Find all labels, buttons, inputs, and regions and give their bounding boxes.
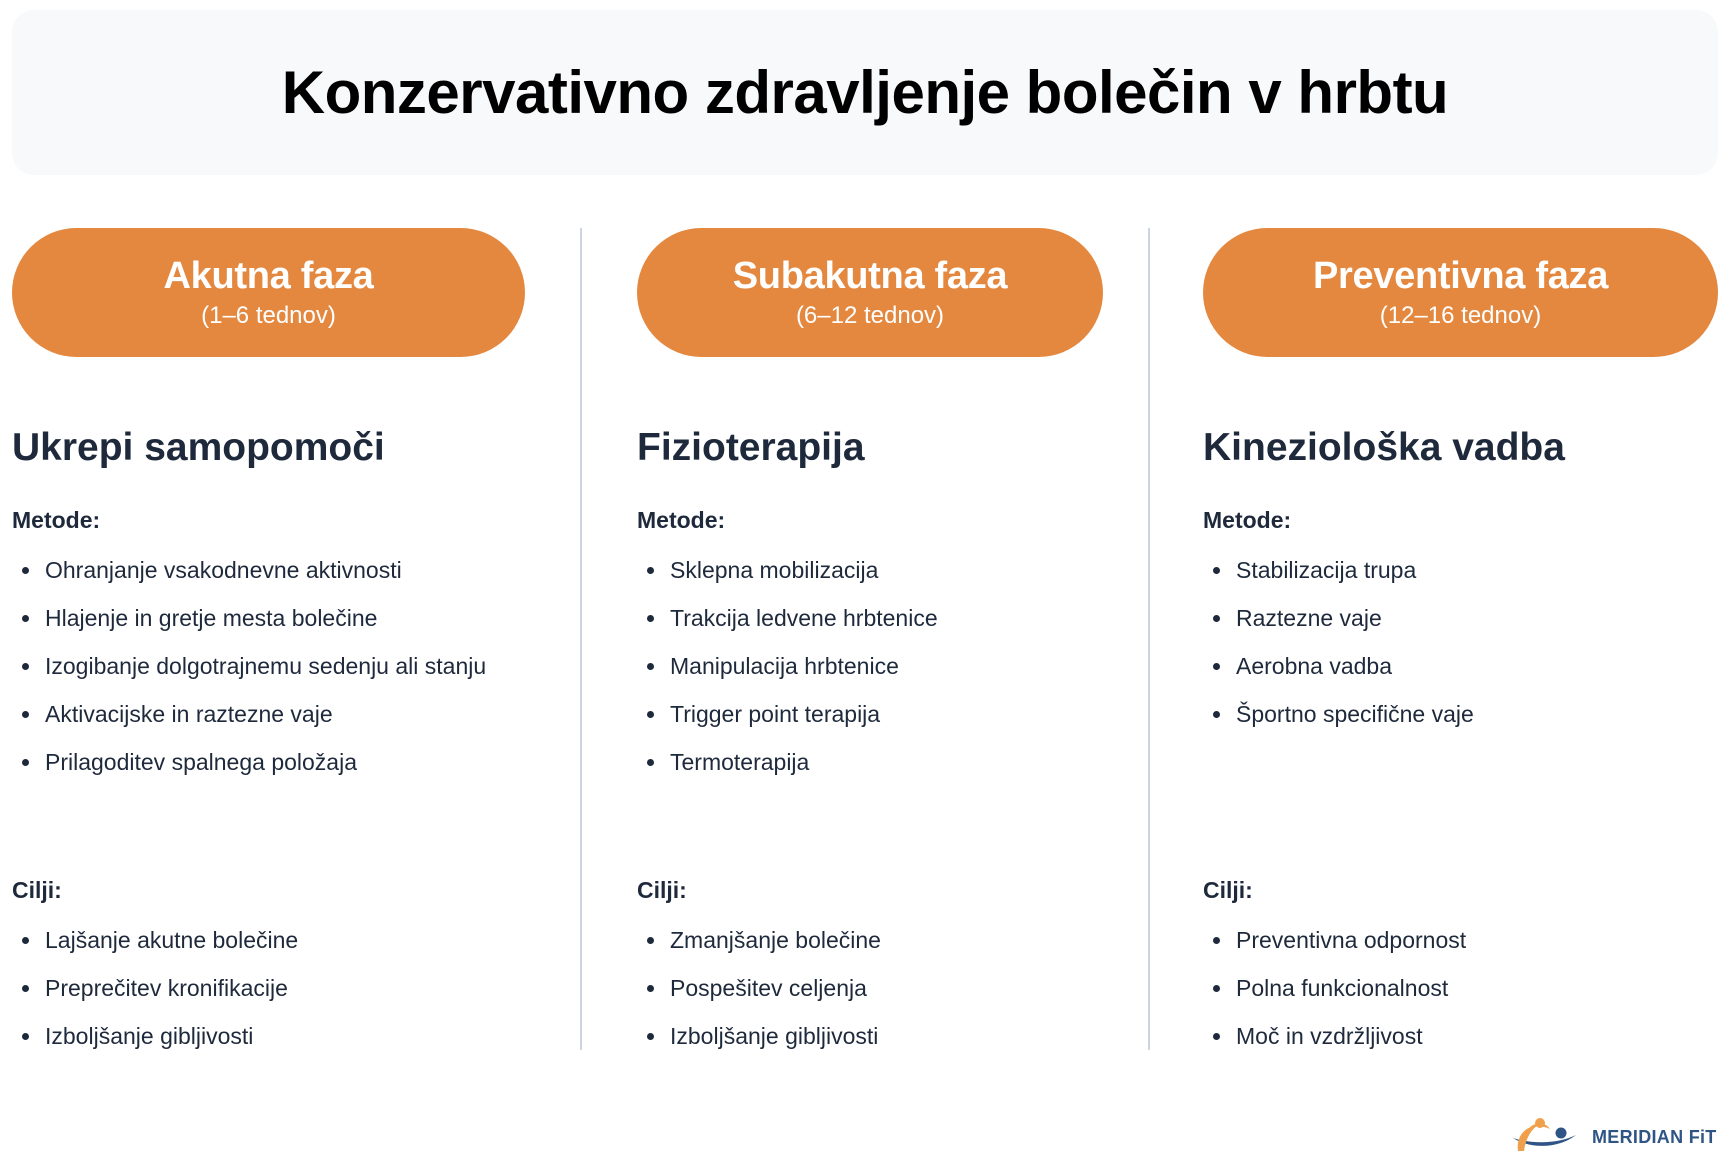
goals-list — [637, 916, 881, 1060]
goals-label: Cilji: — [637, 877, 687, 903]
section-title: Fizioterapija — [637, 426, 865, 469]
list-item: Trigger point terapija — [637, 690, 938, 738]
column-divider — [1148, 228, 1150, 1050]
phase-duration: (1–6 tednov) — [201, 301, 336, 329]
list-item: Pospešitev celjenja — [637, 964, 881, 1012]
methods-list — [637, 546, 938, 786]
phase-pill-subacute — [637, 228, 1103, 357]
meridian-fit-logo-icon — [1510, 1115, 1578, 1160]
brand-logo — [1510, 1116, 1717, 1158]
list-item: Izogibanje dolgotrajnemu sedenju ali stanju — [12, 642, 486, 690]
list-item: Aerobna vadba — [1203, 642, 1474, 690]
methods-label: Metode: — [1203, 507, 1292, 533]
goals-label: Cilji: — [12, 877, 62, 903]
list-item: Hlajenje in gretje mesta bolečine — [12, 594, 486, 642]
goals-list — [1203, 916, 1466, 1060]
methods-list — [12, 546, 486, 786]
list-item: Aktivacijske in raztezne vaje — [12, 690, 486, 738]
goals-list — [12, 916, 298, 1060]
list-item: Športno specifične vaje — [1203, 690, 1474, 738]
list-item: Manipulacija hrbtenice — [637, 642, 938, 690]
phase-pill-preventive — [1203, 228, 1718, 357]
list-item: Zmanjšanje bolečine — [637, 916, 881, 964]
list-item: Sklepna mobilizacija — [637, 546, 938, 594]
methods-label: Metode: — [12, 507, 101, 533]
list-item: Izboljšanje gibljivosti — [637, 1012, 881, 1060]
list-item: Stabilizacija trupa — [1203, 546, 1474, 594]
methods-list — [1203, 546, 1474, 738]
phase-duration: (6–12 tednov) — [795, 301, 945, 329]
goals-label: Cilji: — [1203, 877, 1253, 903]
page-title: Konzervativno zdravljenje bolečin v hrbtu — [281, 59, 1449, 126]
list-item: Preventivna odpornost — [1203, 916, 1466, 964]
list-item: Raztezne vaje — [1203, 594, 1474, 642]
methods-label: Metode: — [637, 507, 726, 533]
phase-name: Subakutna faza — [732, 254, 1008, 297]
list-item: Moč in vzdržljivost — [1203, 1012, 1466, 1060]
phase-pill-acute — [12, 228, 525, 357]
section-title: Kineziološka vadba — [1203, 426, 1565, 469]
list-item: Termoterapija — [637, 738, 938, 786]
list-item: Trakcija ledvene hrbtenice — [637, 594, 938, 642]
list-item: Lajšanje akutne bolečine — [12, 916, 298, 964]
list-item: Prilagoditev spalnega položaja — [12, 738, 486, 786]
phase-duration: (12–16 tednov) — [1379, 301, 1542, 329]
brand-name: MERIDIAN FiT — [1592, 1126, 1717, 1147]
section-title: Ukrepi samopomoči — [12, 426, 385, 469]
list-item: Preprečitev kronifikacije — [12, 964, 298, 1012]
phase-name: Akutna faza — [163, 254, 374, 297]
list-item: Polna funkcionalnost — [1203, 964, 1466, 1012]
title-banner — [12, 10, 1718, 175]
phase-name: Preventivna faza — [1312, 254, 1609, 297]
column-divider — [580, 228, 582, 1050]
list-item: Ohranjanje vsakodnevne aktivnosti — [12, 546, 486, 594]
list-item: Izboljšanje gibljivosti — [12, 1012, 298, 1060]
